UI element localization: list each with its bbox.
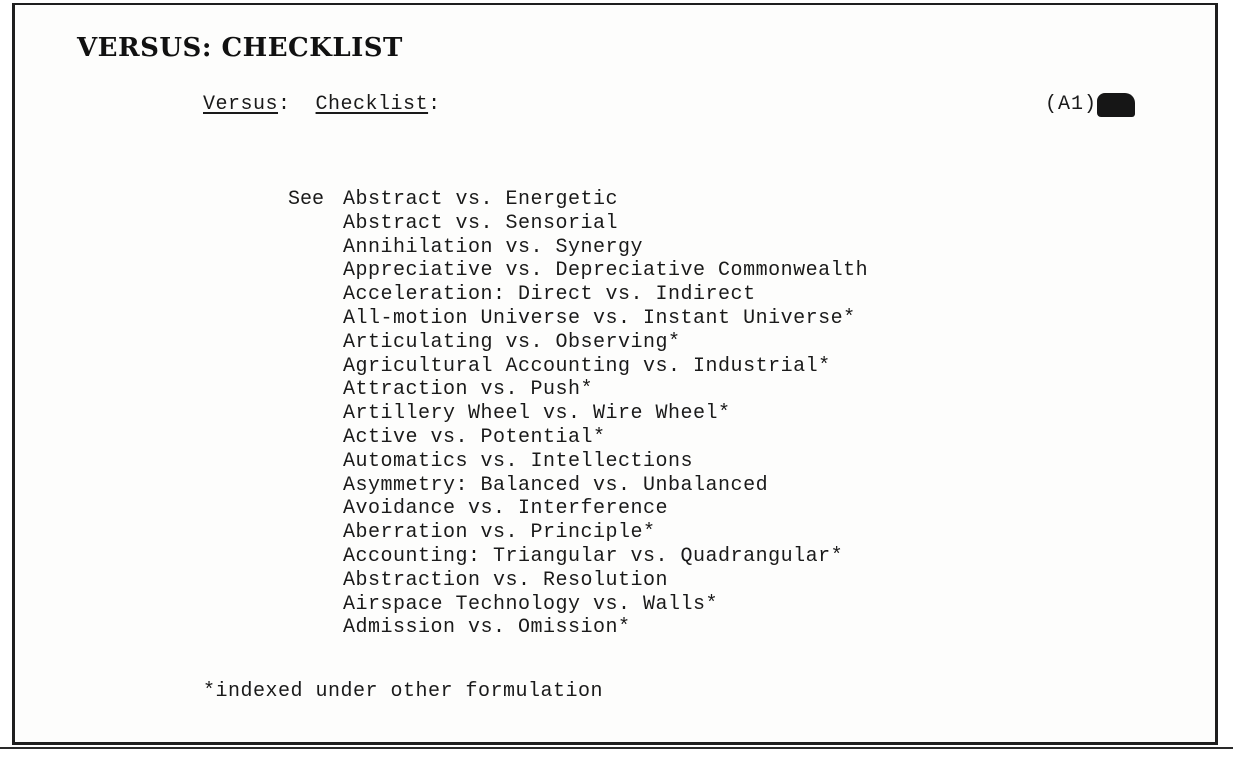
subheader-versus: Versus [203, 93, 279, 116]
entry-item: Abstract vs. Energetic [343, 188, 619, 211]
entry-item: Avoidance vs. Interference [343, 497, 669, 521]
footnote: *indexed under other formulation [203, 680, 604, 703]
entry-item: Acceleration: Direct vs. Indirect [343, 283, 756, 307]
entry-item: Automatics vs. Intellections [343, 449, 694, 473]
entry-item: Annihilation vs. Synergy [343, 235, 644, 259]
entry-item: Asymmetry: Balanced vs. Unbalanced [343, 473, 769, 497]
entry-item: Abstraction vs. Resolution [343, 568, 669, 592]
entry-item: Abstract vs. Sensorial [343, 211, 619, 235]
entry-item: Agricultural Accounting vs. Industrial* [343, 354, 831, 378]
subheader-colon: : [428, 93, 441, 116]
entry-item: Aberration vs. Principle* [343, 521, 656, 545]
card-code: (A1) [1044, 93, 1097, 116]
subheader-checklist: Checklist [315, 93, 429, 116]
index-tab-marker [1097, 93, 1135, 117]
entry-list [343, 188, 868, 640]
bottom-divider [0, 747, 1233, 749]
entry-item: Articulating vs. Observing* [343, 330, 681, 354]
subheader-colon: : [278, 93, 291, 116]
entry-item: Active vs. Potential* [343, 425, 606, 449]
entry-item: Admission vs. Omission* [343, 616, 631, 640]
entry-item: Appreciative vs. Depreciative Commonwealth [343, 259, 869, 283]
entry-item: Attraction vs. Push* [343, 378, 594, 402]
see-label: See [288, 188, 325, 211]
subheader [203, 93, 441, 116]
entry-item: Accounting: Triangular vs. Quadrangular* [343, 544, 844, 568]
entry-item: Airspace Technology vs. Walls* [343, 592, 719, 616]
index-card [12, 3, 1218, 745]
entry-item: Artillery Wheel vs. Wire Wheel* [343, 402, 731, 426]
entry-item: All-motion Universe vs. Instant Universe* [343, 306, 856, 330]
card-title: VERSUS: CHECKLIST [77, 33, 403, 63]
